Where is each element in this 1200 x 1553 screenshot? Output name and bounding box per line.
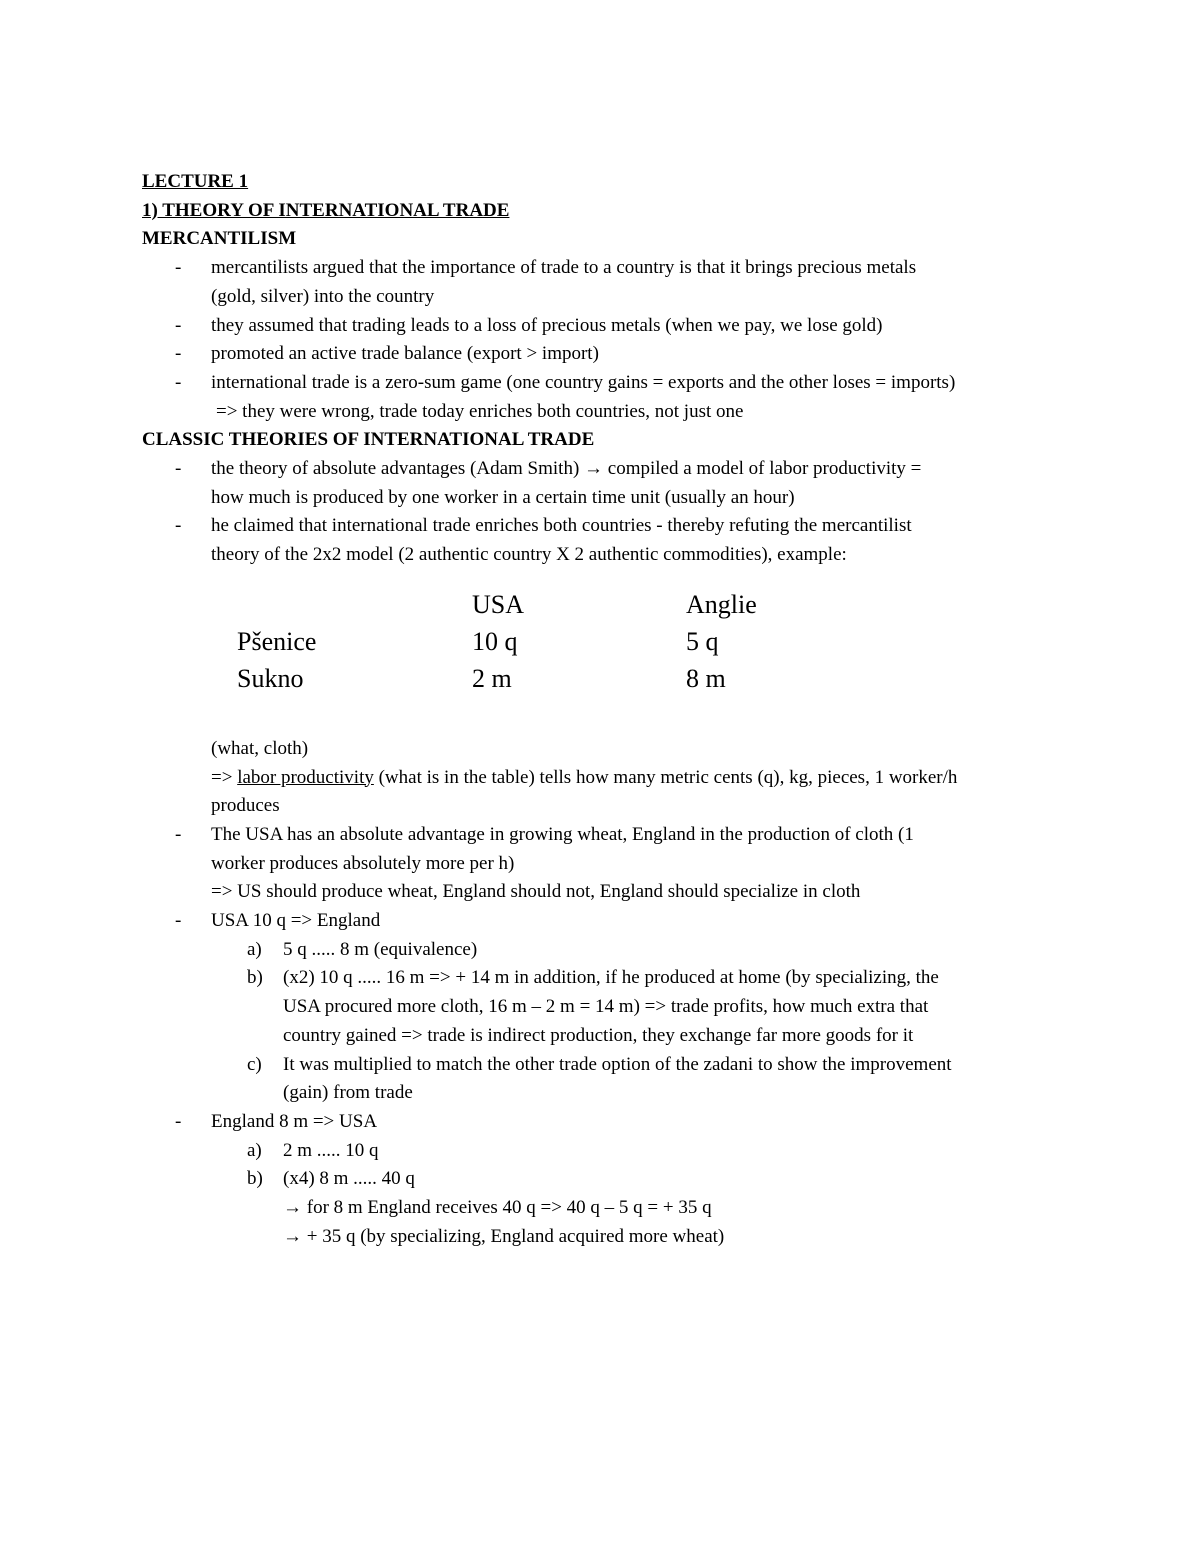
list-item-continuation: => they were wrong, trade today enriches both countries, not just one bbox=[216, 400, 744, 422]
list-item-continuation: => US should produce wheat, England should not, England should specialize in cloth bbox=[211, 881, 861, 903]
table-header-anglie: Anglie bbox=[686, 589, 757, 619]
list-item-text: The USA has an absolute advantage in growing wheat, England in the production of cloth (1 bbox=[211, 823, 914, 845]
list-item-text: England 8 m => USA bbox=[211, 1110, 378, 1132]
document-body bbox=[142, 168, 1072, 1252]
table-cell: 2 m bbox=[472, 663, 512, 693]
sub-list-text: 5 q ..... 8 m (equivalence) bbox=[283, 938, 478, 960]
list-item-continuation: how much is produced by one worker in a certain time unit (usually an hour) bbox=[211, 486, 795, 508]
bullet-dash: - bbox=[175, 515, 182, 537]
list-item-text: he claimed that international trade enriches both countries - thereby refuting the mercantilist bbox=[211, 515, 912, 537]
sub-list-label: a) bbox=[247, 938, 262, 960]
paragraph-text: (what is in the table) tells how many metric cents (q), kg, pieces, 1 worker/h bbox=[373, 766, 958, 788]
list-item bbox=[142, 455, 1072, 484]
bullet-dash: - bbox=[175, 823, 182, 845]
list-item bbox=[142, 312, 1072, 341]
list-item-continuation: worker produces absolutely more per h) bbox=[211, 852, 515, 874]
table-header-usa: USA bbox=[472, 589, 525, 619]
bullet-dash: - bbox=[175, 314, 182, 336]
sub-list-item bbox=[142, 1137, 1072, 1166]
section-heading: 1) THEORY OF INTERNATIONAL TRADE bbox=[142, 199, 510, 221]
paragraph-line bbox=[142, 764, 1072, 793]
list-item bbox=[142, 340, 1072, 369]
sub-list-label: b) bbox=[247, 967, 263, 989]
sub-list-continuation: → + 35 q (by specializing, England acquired more wheat) bbox=[283, 1225, 725, 1247]
bullet-dash: - bbox=[175, 910, 182, 932]
list-item bbox=[142, 1108, 1072, 1137]
list-item-continuation: theory of the 2x2 model (2 authentic country X 2 authentic commodities), example: bbox=[211, 544, 847, 566]
bullet-dash: - bbox=[175, 371, 182, 393]
sub-list-item bbox=[142, 936, 1072, 965]
sub-list-item bbox=[142, 1051, 1072, 1080]
sub-list-item bbox=[142, 964, 1072, 993]
arrow-prefix: => bbox=[211, 766, 238, 788]
sub-list-text: (x4) 8 m ..... 40 q bbox=[283, 1168, 415, 1190]
sub-list-label: b) bbox=[247, 1168, 263, 1190]
classic-heading: CLASSIC THEORIES OF INTERNATIONAL TRADE bbox=[142, 429, 595, 451]
table-cell: 8 m bbox=[686, 663, 726, 693]
sub-list-text: 2 m ..... 10 q bbox=[283, 1139, 379, 1161]
list-item bbox=[142, 907, 1072, 936]
bullet-dash: - bbox=[175, 343, 182, 365]
list-item-text: USA 10 q => England bbox=[211, 910, 381, 932]
productivity-table bbox=[142, 580, 1072, 730]
list-item-text: international trade is a zero-sum game (one country gains = exports and the other loses = imports) bbox=[211, 371, 956, 393]
underlined-term: labor productivity bbox=[237, 766, 374, 788]
sub-list-label: c) bbox=[247, 1053, 262, 1075]
list-item-continuation: (gold, silver) into the country bbox=[211, 285, 435, 307]
lecture-title: LECTURE 1 bbox=[142, 171, 249, 192]
list-item-text: the theory of absolute advantages (Adam Smith) → compiled a model of labor productivity = bbox=[211, 458, 922, 480]
sub-list-continuation: USA procured more cloth, 16 m – 2 m = 14 m) => trade profits, how much extra that bbox=[283, 996, 929, 1018]
sub-list-continuation: → for 8 m England receives 40 q => 40 q – 5 q = + 35 q bbox=[283, 1197, 712, 1219]
table-row-label: Sukno bbox=[237, 663, 304, 693]
bullet-dash: - bbox=[175, 1110, 182, 1132]
bullet-dash: - bbox=[175, 257, 182, 279]
list-item bbox=[142, 821, 1072, 850]
list-item-text: promoted an active trade balance (export > import) bbox=[211, 343, 599, 365]
sub-list-text: (x2) 10 q ..... 16 m => + 14 m in addition, if he produced at home (by specializing, the bbox=[283, 967, 939, 989]
sub-list-continuation: country gained => trade is indirect production, they exchange far more goods for it bbox=[283, 1024, 914, 1046]
sub-list-label: a) bbox=[247, 1139, 262, 1161]
paragraph-line: produces bbox=[211, 795, 280, 817]
paragraph-line: (what, cloth) bbox=[211, 737, 309, 759]
table-cell: 5 q bbox=[686, 626, 719, 656]
list-item bbox=[142, 254, 1072, 283]
list-item-text: they assumed that trading leads to a loss of precious metals (when we pay, we lose gold) bbox=[211, 314, 883, 336]
bullet-dash: - bbox=[175, 458, 182, 480]
mercantilism-heading: MERCANTILISM bbox=[142, 228, 297, 250]
list-item bbox=[142, 512, 1072, 541]
list-item bbox=[142, 369, 1072, 398]
list-item-text: mercantilists argued that the importance of trade to a country is that it brings precious metals bbox=[211, 257, 917, 279]
table-row-label: Pšenice bbox=[237, 626, 317, 656]
sub-list-continuation: (gain) from trade bbox=[283, 1082, 413, 1104]
table-cell: 10 q bbox=[472, 626, 518, 656]
sub-list-text: It was multiplied to match the other trade option of the zadani to show the improvement bbox=[283, 1053, 952, 1075]
sub-list-item bbox=[142, 1165, 1072, 1194]
